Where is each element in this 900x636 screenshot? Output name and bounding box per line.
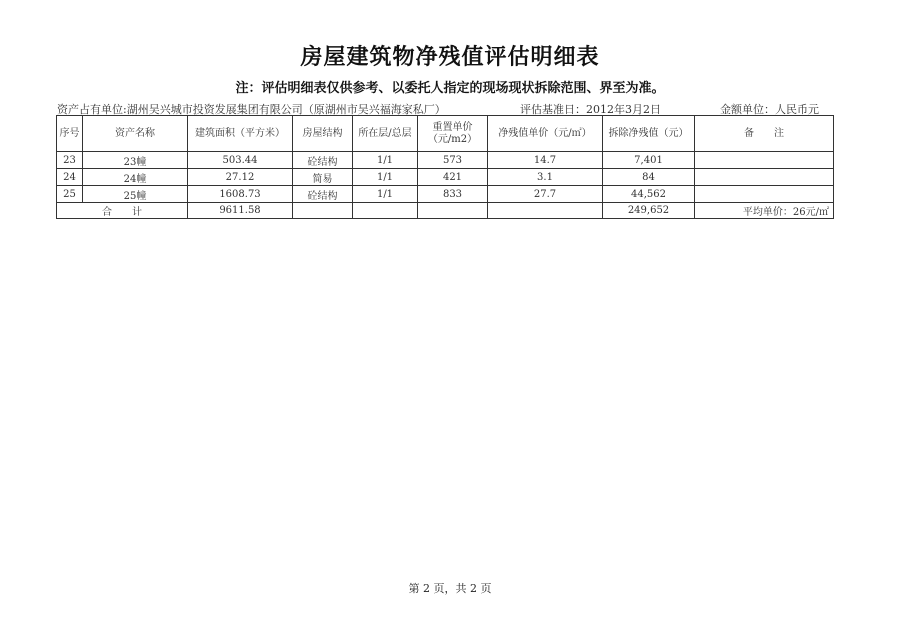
cell-structure: 砼结构 [293,186,353,203]
total-label: 合 计 [57,203,188,219]
cell-asset-name: 25幢 [83,186,188,203]
cell-replacement-price: 833 [418,186,488,203]
asset-owner: 资产占有单位:湖州吴兴城市投资发展集团有限公司（原湖州市吴兴福海家私厂） [57,103,446,116]
cell-remarks [695,169,834,186]
header-remarks: 备 注 [695,116,834,152]
page-note: 注：评估明细表仅供参考、以委托人指定的现场现状拆除范围、界至为准。 [235,81,665,96]
cell-remarks [695,186,834,203]
cell-area: 27.12 [188,169,293,186]
header-structure: 房屋结构 [293,116,353,152]
currency-unit: 金额单位：人民币元 [720,103,819,116]
cell-area: 503.44 [188,152,293,169]
cell-floor: 1/1 [353,186,418,203]
cell-asset-name: 24幢 [83,169,188,186]
total-residual-value: 249,652 [603,203,695,219]
total-area: 9611.58 [188,203,293,219]
page-title: 房屋建筑物净残值评估明细表 [300,44,600,70]
header-area: 建筑面积（平方米） [188,116,293,152]
cell-residual-value: 44,562 [603,186,695,203]
cell-remarks [695,152,834,169]
header-asset-name: 资产名称 [83,116,188,152]
total-empty-cell [353,203,418,219]
total-empty-cell [488,203,603,219]
header-floor: 所在层/总层 [353,116,418,152]
header-index: 序号 [57,116,83,152]
cell-asset-name: 23幢 [83,152,188,169]
cell-residual-unit-price: 14.7 [488,152,603,169]
table-row [57,169,834,186]
cell-replacement-price: 573 [418,152,488,169]
cell-structure: 砼结构 [293,152,353,169]
page-footer: 第 2 页，共 2 页 [408,582,492,595]
total-average-price: 平均单价：26元/㎡ [695,203,834,219]
table-row [57,186,834,203]
cell-floor: 1/1 [353,152,418,169]
total-empty-cell [418,203,488,219]
total-empty-cell [293,203,353,219]
cell-index: 23 [57,152,83,169]
cell-residual-value: 7,401 [603,152,695,169]
cell-floor: 1/1 [353,169,418,186]
valuation-date: 评估基准日：2012年3月2日 [520,103,661,116]
cell-residual-value: 84 [603,169,695,186]
table-header-row [57,116,834,152]
valuation-table [56,115,834,219]
cell-area: 1608.73 [188,186,293,203]
table-row [57,152,834,169]
cell-residual-unit-price: 27.7 [488,186,603,203]
cell-index: 25 [57,186,83,203]
table-total-row [57,203,834,219]
cell-structure: 简易 [293,169,353,186]
header-replacement-price: 重置单价 （元/m2） [418,116,488,152]
cell-replacement-price: 421 [418,169,488,186]
cell-residual-unit-price: 3.1 [488,169,603,186]
header-residual-unit-price: 净残值单价（元/㎡） [488,116,603,152]
header-residual-value: 拆除净残值（元） [603,116,695,152]
cell-index: 24 [57,169,83,186]
